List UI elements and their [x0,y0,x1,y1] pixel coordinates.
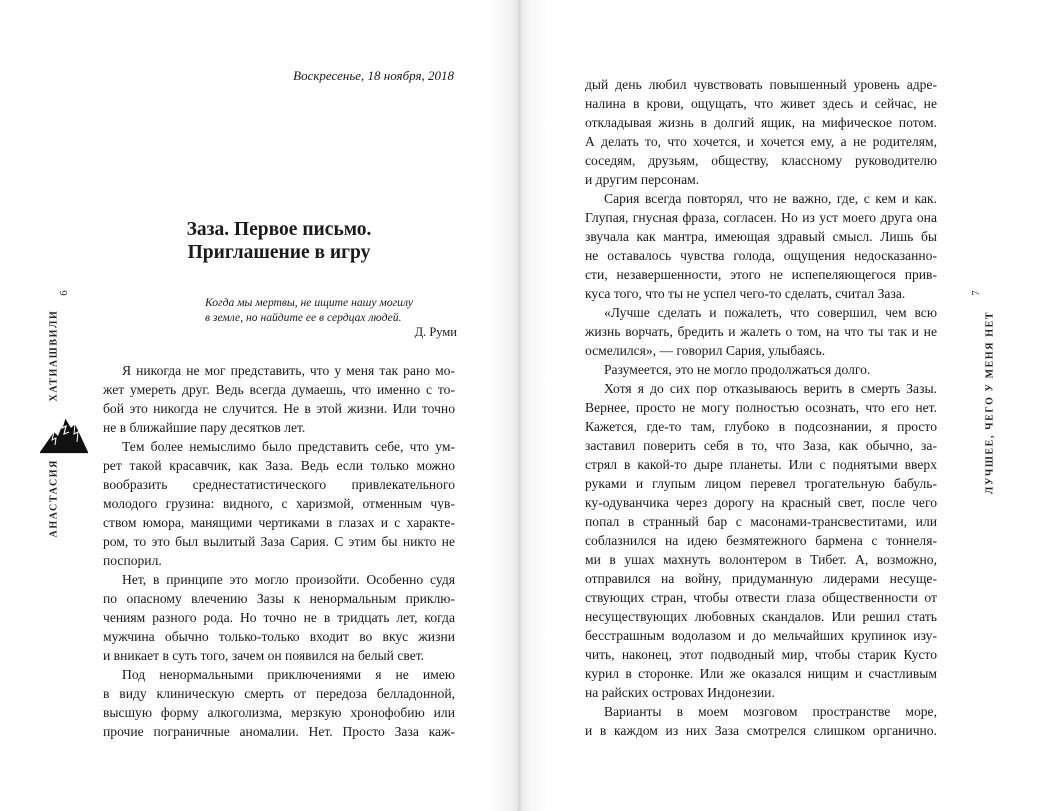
text-line: налина в крови, ощущать, что живет здесь и сейчас, не [585,96,937,111]
page-number: 6 [57,290,70,296]
chapter-title [3,218,455,264]
text-line: стрял в какой-то дыре планеты. Или с поднятыми вверх [585,457,937,472]
text-line: ствующих стран, чтобы отвести глаза общественности от [585,590,937,605]
text-line: Нет, в принципе это могло произойти. Особенно судя [122,572,455,587]
text-line: чениям разного рода. Но точно не в тридцать лет, когда [103,610,455,625]
text-line: курил в сторонке. Или же оказался нищим и счастливым [585,666,937,681]
text-line: А делать то, что хочется, и хочется ему, а не родителям, [585,134,937,149]
text-line: Варианты в моем мозговом пространстве море, [604,704,937,719]
text-line: соблазнился на идею безмятежного бармена с тоннеля- [585,533,937,548]
text-line: ми в ушах махнуть волонтером в Тибет. А, возможно, [585,552,937,567]
text-line: соседям, друзьям, обществу, классному руководителю [585,153,937,168]
epigraph-line: Когда мы мертвы, не ищите нашу могилу [205,296,413,309]
text-line: сти, незавершенности, этого не испепеляющегося прив- [585,267,937,282]
right-page [519,0,1045,811]
text-line: и вникает в суть того, зачем он появился на белый свет. [103,648,425,663]
text-line: Вернее, просто не могу полностью осознать, что его нет. [585,400,937,415]
text-line: попал в странный бар с масонами-трансвеститами, или [585,514,937,529]
body-text-right [585,75,937,740]
text-line: молодого грузина: видного, с харизмой, отменным чув- [103,496,455,511]
text-line: осмелился», — говорил Сария, улыбаясь. [585,343,826,358]
author-first-name: АНАСТАСИЯ [48,459,60,538]
text-line: ку-одуванчика через дорогу на красный свет, после чего [585,495,937,510]
entry-date: Воскресенье, 18 ноября, 2018 [293,68,454,83]
text-line: в виду клиническую смерть от передоза белладонной, [103,686,455,701]
running-title: ЛУЧШЕЕ, ЧЕГО У МЕНЯ НЕТ [984,310,996,495]
text-line: по опасному влечению Зазы к ненормальным приклю- [103,591,455,606]
text-line: чить, наконец, этот подводный мир, чтобы старик Кусто [585,647,937,662]
mountain-logo-icon [40,412,88,454]
text-line: вообразить среднестатистического привлекательного [103,477,455,492]
chapter-title-line: Приглашение в игру [187,242,371,263]
author-last-name: ХАТИАШВИЛИ [48,309,60,402]
text-line: отправился на войну, придуманную лидерами несуще- [585,571,937,586]
text-line: рет такой красавчик, как Заза. Ведь если только можно [103,458,455,473]
text-line: несуществующих любовных скандалов. Или решил стать [585,609,937,624]
text-line: прочие пограничные аномалии. Нет. Просто Заза каж- [103,724,455,739]
text-line: мужчина обычно только-только входит во вкус жизни [103,629,455,644]
text-line: Под ненормальными приключениями я не имею [122,667,455,682]
text-line: откладывая жизнь в долгий ящик, на мифическое потом. [585,115,937,130]
text-line: Разумеется, это не могло продолжаться долго. [604,362,871,377]
text-line: дый день любил чувствовать повышенный уровень адре- [585,77,937,92]
text-line: жизнь ворчать, бредить и жалеть о том, на что ты так и не [585,324,937,339]
text-line: руками и глупым лицом перевел трогательную бабуль- [585,476,937,491]
chapter-title-line: Заза. Первое письмо. [186,219,372,240]
text-line: «Лучше сделать и пожалеть, что совершил, чем всю [604,305,937,320]
text-line: заставил поверить себя в то, что Заза, как обычно, за- [585,438,937,453]
text-line: не оставалось чувства голода, ощущения недосказанно- [585,248,937,263]
body-text-left [103,361,455,741]
epigraph [205,295,457,340]
text-line: и другим персонам. [585,172,700,187]
text-line: высшую форму алкоголизма, мерзкую хронофобию или [103,705,455,720]
text-line: Кажется, где-то там, глубоко в подсознании, я просто [585,419,937,434]
text-line: звучала как мантра, имеющая здравый смысл. Лишь бы [585,229,937,244]
text-line: не в ближайшие пару десятков лет. [103,420,306,435]
book-fold [518,0,519,811]
text-line: Тем более немыслимо было представить себе, что ум- [122,439,455,454]
text-line: поспорил. [103,553,162,568]
text-line: Глупая, гнусная фраза, согласен. Но из уст моего друга она [585,210,937,225]
text-line: Я никогда не мог представить, что у меня так рано мо- [122,363,455,378]
epigraph-line: в земле, но найдите ее в сердцах людей. [205,311,402,324]
page-number: 7 [969,290,982,296]
left-page [0,0,519,811]
text-line: жет умереть друг. Ведь всегда думаешь, что именно с то- [103,382,455,397]
text-line: на райских островах Индонезии. [585,685,775,700]
text-line: бесстрашным водолазом и до мельчайших крупинок изу- [585,628,937,643]
text-line: Хотя я до сих пор отказываюсь верить в смерть Зазы. [604,381,937,396]
text-line: и в каждом из них Заза смотрелся слишком органично. [585,723,937,738]
text-line: Сария всегда повторял, что не важно, где, с кем и как. [604,191,937,206]
text-line: бой это никогда не случится. Не в этой жизни. Или точно [103,401,455,416]
text-line: ром, то это был вылитый Заза Сария. С этим бы никто не [103,534,455,549]
epigraph-author: Д. Руми [414,325,457,339]
text-line: куса того, что ты не успел чего-то сделать, считал Заза. [585,286,906,301]
text-line: ством юмора, манящими чертиками в глазах и с характе- [103,515,455,530]
